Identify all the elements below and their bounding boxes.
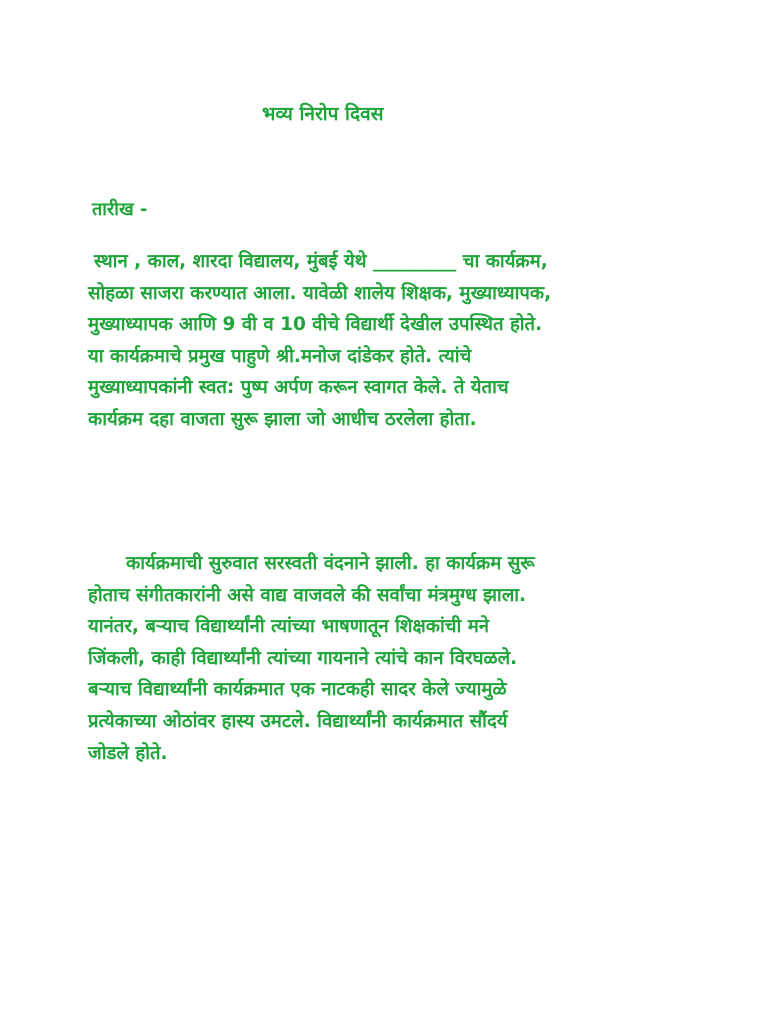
paragraph-line: सोहळा साजरा करण्यात आला. यावेळी शालेय शिक्षक, मुख्याध्यापक, xyxy=(88,282,552,304)
paragraph-line: कार्यक्रमाची सुरुवात सरस्वती वंदनाने झाली. हा कार्यक्रम सुरू xyxy=(126,553,535,574)
paragraph-line: जोडले होते. xyxy=(88,742,168,764)
paragraph-line: प्रत्येकाच्या ओठांवर हास्य उमटले. विद्यार्थ्यांनी कार्यक्रमात सौंदर्य xyxy=(88,710,508,732)
paragraph-line: कार्यक्रम दहा वाजता सुरू झाला जो आधीच ठरलेला होता. xyxy=(88,408,477,430)
paragraph-line: होताच संगीतकारांनी असे वाद्य वाजवले की सर्वांचा मंत्रमुग्ध झाला. xyxy=(88,584,527,606)
paragraph-line: मुख्याध्यापकांनी स्वत: पुष्प अर्पण करून स्वागत केले. ते येताच xyxy=(88,377,509,399)
page-title: भव्य निरोप दिवस xyxy=(262,103,384,125)
paragraph-1 xyxy=(88,246,678,436)
paragraph-line: यानंतर, बऱ्याच विद्यार्थ्यांनी त्यांच्या भाषणातून शिक्षकांची मने xyxy=(88,616,490,638)
paragraph-line: जिंकली, काही विद्यार्थ्यांनी त्यांच्या गायनाने त्यांचे कान विरघळले. xyxy=(88,647,518,669)
paragraph-line: बऱ्याच विद्यार्थ्यांनी कार्यक्रमात एक नाटकही सादर केले ज्यामुळे xyxy=(88,679,507,701)
date-label: तारीख - xyxy=(92,199,148,220)
paragraph-line: या कार्यक्रमाचे प्रमुख पाहुणे श्री.मनोज दांडेकर होते. त्यांचे xyxy=(88,345,472,367)
paragraph-line: स्थान , काल, शारदा विद्यालय, मुंबई येथे _________ चा कार्यक्रम, xyxy=(94,251,548,272)
paragraph-2 xyxy=(88,548,678,769)
paragraph-line: मुख्याध्यापक आणि 9 वी व 10 वीचे विद्यार्थी देखील उपस्थित होते. xyxy=(88,314,543,336)
